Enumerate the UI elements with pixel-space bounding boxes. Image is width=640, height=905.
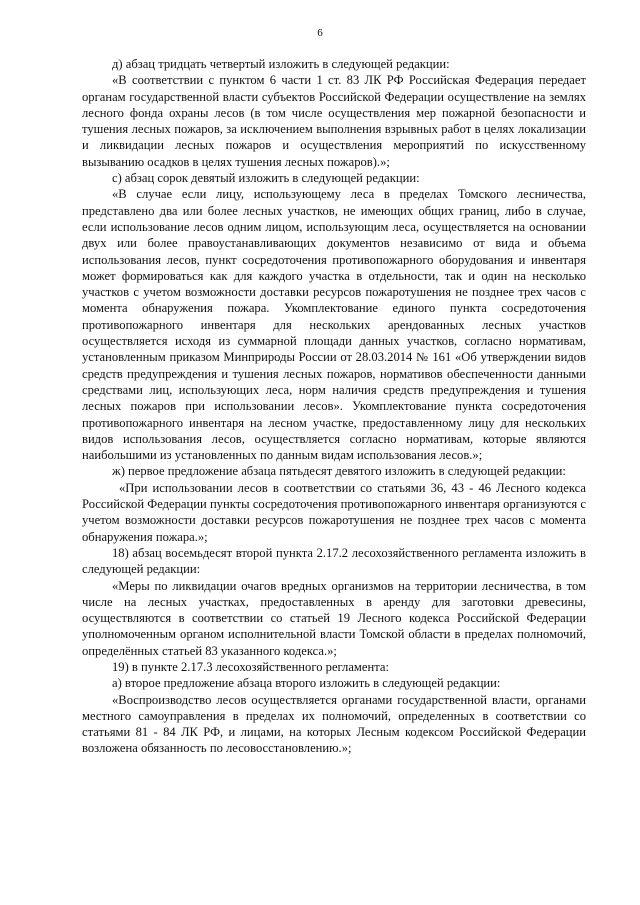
page-number: 6 — [317, 27, 323, 39]
paragraph-quote-forest-use: «При использовании лесов в соответствии со статьями 36, 43 - 46 Лесного кодекса Российской Федерации пункты сосредоточения противопожарного инвентаря организуются с учетом возможности доставки ресурсов пожаротушения не позднее трех часов с момента обнаружения пожара.»; — [82, 480, 586, 544]
paragraph-quote-reforestation: «Воспроизводство лесов осуществляется органами государственной власти, органами местного самоуправления в пределах их полномочий, определенных в соответствии со статьями 81 - 84 ЛК РФ, и лицами, на которых Лесным кодексом Российской Федерации возложена обязанность по лесовосстановлению.»; — [82, 692, 586, 756]
paragraph-item-d: д) абзац тридцать четвертый изложить в следующей редакции: — [112, 57, 450, 71]
paragraph-item-19: 19) в пункте 2.17.3 лесохозяйственного регламента: — [112, 659, 389, 674]
paragraph-item-zh: ж) первое предложение абзаца пятьдесят девятого изложить в следующей редакции: — [112, 464, 566, 479]
paragraph-quote-fire-equipment: «В случае если лицу, использующему леса в пределах Томского лесничества, представлено два или более лесных участков, не имеющих общих границ, либо в случае, если использование лесов одним лицом, использующим леса, осуществляется на основании двух или более правоустанавливающих документов независимо от вида и объема использования лесов, пункт сосредоточения противопожарного оборудования и инвентаря может формироваться как для каждого участка в отдельности, так и один на несколько участков с учетом возможности доставки ресурсов пожаротушения не позднее трех часов с момента обнаружения пожара. Укомплектование единого пункта сосредоточения противопожарного инвентаря для нескольких арендованных лесных участков осуществляется исходя из суммарной площади данных участков, согласно нормативам, установленным приказом Минприроды России от 28.03.2014 № 161 «Об утверждении видов средств предупреждения и тушения лесных пожаров, нормативов обеспеченности данными средствами лиц, использующих леса, норм наличия средств предупреждения и тушения лесных пожаров при использовании лесов». Укомплектование пункта сосредоточения противопожарного инвентаря на лесном участке, предоставленному лицу для нескольких видов использования лесов, осуществляется согласно нормативам, которые являются наибольшими из установленных по данным видам использования лесов.»; — [82, 187, 586, 463]
paragraph-quote-pest-control: «Меры по ликвидации очагов вредных организмов на территории лесничества, в том числе на лесных участках, предоставленных в аренду для заготовки древесины, осуществляются в соответствии со статьей 19 Лесного кодекса Российской Федерации уполномоченным органом исполнительной власти Томской области в пределах полномочий, определённых статьей 83 указанного кодекса.»; — [82, 578, 586, 658]
document-body — [82, 56, 586, 757]
paragraph-item-18: 18) абзац восемьдесят второй пункта 2.17.2 лесохозяйственного регламента изложить в следующей редакции: — [82, 545, 586, 577]
paragraph-item-a: а) второе предложение абзаца второго изложить в следующей редакции: — [112, 676, 501, 691]
paragraph-quote-fire-protection: «В соответствии с пунктом 6 части 1 ст. 83 ЛК РФ Российская Федерация передает органам государственной власти субъектов Российской Федерации осуществление на землях лесного фонда охраны лесов (в том числе осуществления мер пожарной безопасности и тушения лесных пожаров, за исключением выполнения взрывных работ в целях локализации и ликвидации лесных пожаров и осуществления мероприятий по искусственному вызыванию осадков в целях тушения лесных пожаров).»; — [82, 73, 586, 169]
paragraph-item-s: с) абзац сорок девятый изложить в следующей редакции: — [112, 171, 420, 186]
